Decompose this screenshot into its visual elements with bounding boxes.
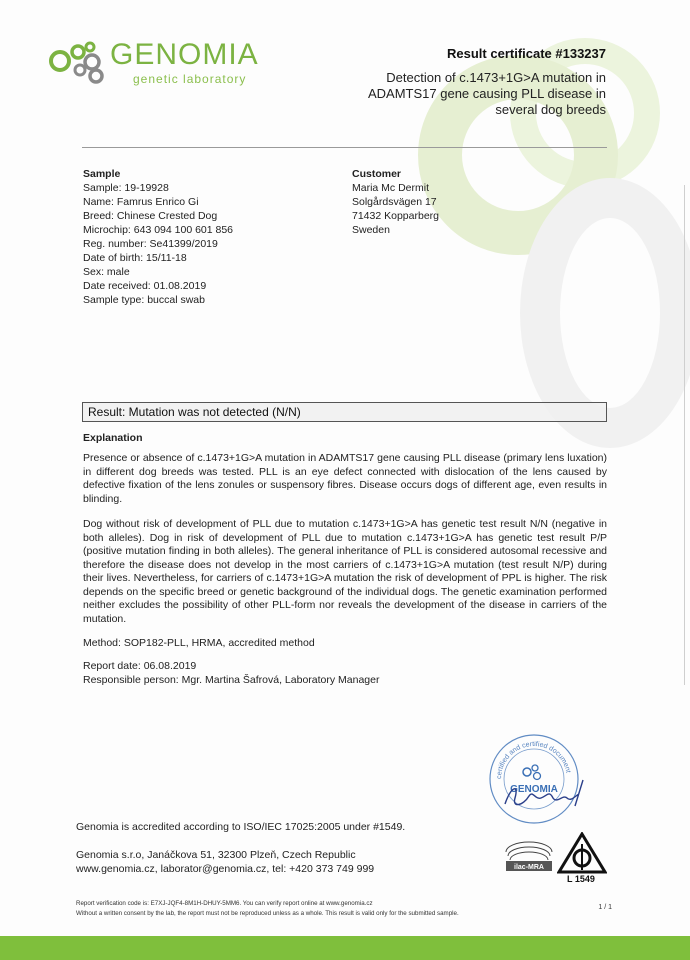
report-date: Report date: 06.08.2019: [83, 660, 197, 672]
verification-code: Report verification code is: E7XJ-JQF4-8M1H-DHUY-5MM6. You can verify report online at www.genomia.cz: [76, 900, 373, 907]
customer-line: Maria Mc Dermit: [352, 182, 430, 194]
customer-line: Solgårdsvägen 17: [352, 196, 437, 208]
verification-note: [76, 899, 459, 918]
customer-line: 71432 Kopparberg: [352, 210, 439, 222]
sample-heading: Sample: [83, 168, 121, 180]
sample-line: Name: Famrus Enrico Gi: [83, 196, 199, 208]
sample-line: Sex: male: [83, 266, 130, 278]
sample-line: Date received: 01.08.2019: [83, 280, 207, 292]
method-line: Method: SOP182-PLL, HRMA, accredited method: [83, 637, 315, 649]
explanation-heading: Explanation: [83, 432, 143, 444]
explanation-paragraph-1: Presence or absence of c.1473+1G>A mutation in ADAMTS17 gene causing PLL disease (primary lens luxation) in different dog breeds was tested. PLL is an eye defect connected with dislocation of the lens caused by defective fixation of the lens zonules or suspensory fibres. Disease occurs dogs of different age, even results in blinding.: [83, 452, 607, 505]
signature-icon: [497, 776, 597, 816]
test-description: Detection of c.1473+1G>A mutation in ADAMTS17 gene causing PLL disease in several dog breeds: [368, 70, 606, 117]
sample-line: Breed: Chinese Crested Dog: [83, 210, 218, 222]
accreditation-note: Genomia is accredited according to ISO/IEC 17025:2005 under #1549.: [76, 821, 406, 833]
responsible-person: Responsible person: Mgr. Martina Šafrová, Laboratory Manager: [83, 674, 380, 686]
customer-block: [352, 167, 439, 237]
customer-line: Sweden: [352, 224, 390, 236]
company-info: [76, 849, 374, 876]
cai-label: L 1549: [567, 874, 595, 884]
certificate-number: Result certificate #133237: [447, 46, 606, 61]
logo-name: GENOMIA: [110, 38, 259, 71]
sample-line: Sample type: buccal swab: [83, 294, 205, 306]
page-edge: [684, 185, 690, 685]
svg-text:certified and certified docume: [496, 741, 571, 779]
company-contact: www.genomia.cz, laborator@genomia.cz, tel: +420 373 749 999: [76, 862, 375, 875]
page-number: 1 / 1: [598, 904, 612, 911]
sample-line: Microchip: 643 094 100 601 856: [83, 224, 234, 236]
sample-line: Date of birth: 15/11-18: [83, 252, 187, 264]
customer-heading: Customer: [352, 168, 402, 180]
reproduction-note: Without a written consent by the lab, the report must not be reproduced unless as a whole. This result is valid only for the submitted sample.: [76, 909, 459, 917]
logo-subtitle: genetic laboratory: [133, 72, 247, 86]
sample-block: [83, 167, 233, 307]
stamp-arc-text: certified and certified document: [495, 740, 572, 780]
sample-line: Reg. number: Se41399/2019: [83, 238, 218, 250]
ilac-mra-logo-icon: [500, 838, 558, 876]
footer-green-bar: [0, 936, 690, 960]
stamp-brand: GENOMIA: [510, 784, 558, 795]
ilac-label: ilac-MRA: [514, 864, 544, 871]
result-box: Result: Mutation was not detected (N/N): [82, 402, 607, 422]
sample-line: Sample: 19-19928: [83, 182, 169, 194]
header-divider: [82, 147, 607, 148]
company-address: Genomia s.r.o, Janáčkova 51, 32300 Plzeň, Czech Republic: [76, 849, 356, 861]
explanation-paragraph-2: Dog without risk of development of PLL due to mutation c.1473+1G>A has genetic test result N/N (negative in both alleles). Dog in risk of development of PLL due to mutation c.1473+1G>A has genetic test result P/P (positive mutation finding in both alleles). The general inheritance of PLL is considered autosomal recessive and therefore the disease does not develop in the most carriers of c.1473+1G>A mutation (test result N/P) during their lives. Nevertheless, for carriers of c.1473+1G>A mutation the risk of development of PPL is higher. The risk depends on the specific breed or genetic background of the individual dogs. The genetic examination performed neither excludes the possibility of other PLL-form nor reveals the development of the disease in carriers of the mutation.: [83, 518, 607, 625]
